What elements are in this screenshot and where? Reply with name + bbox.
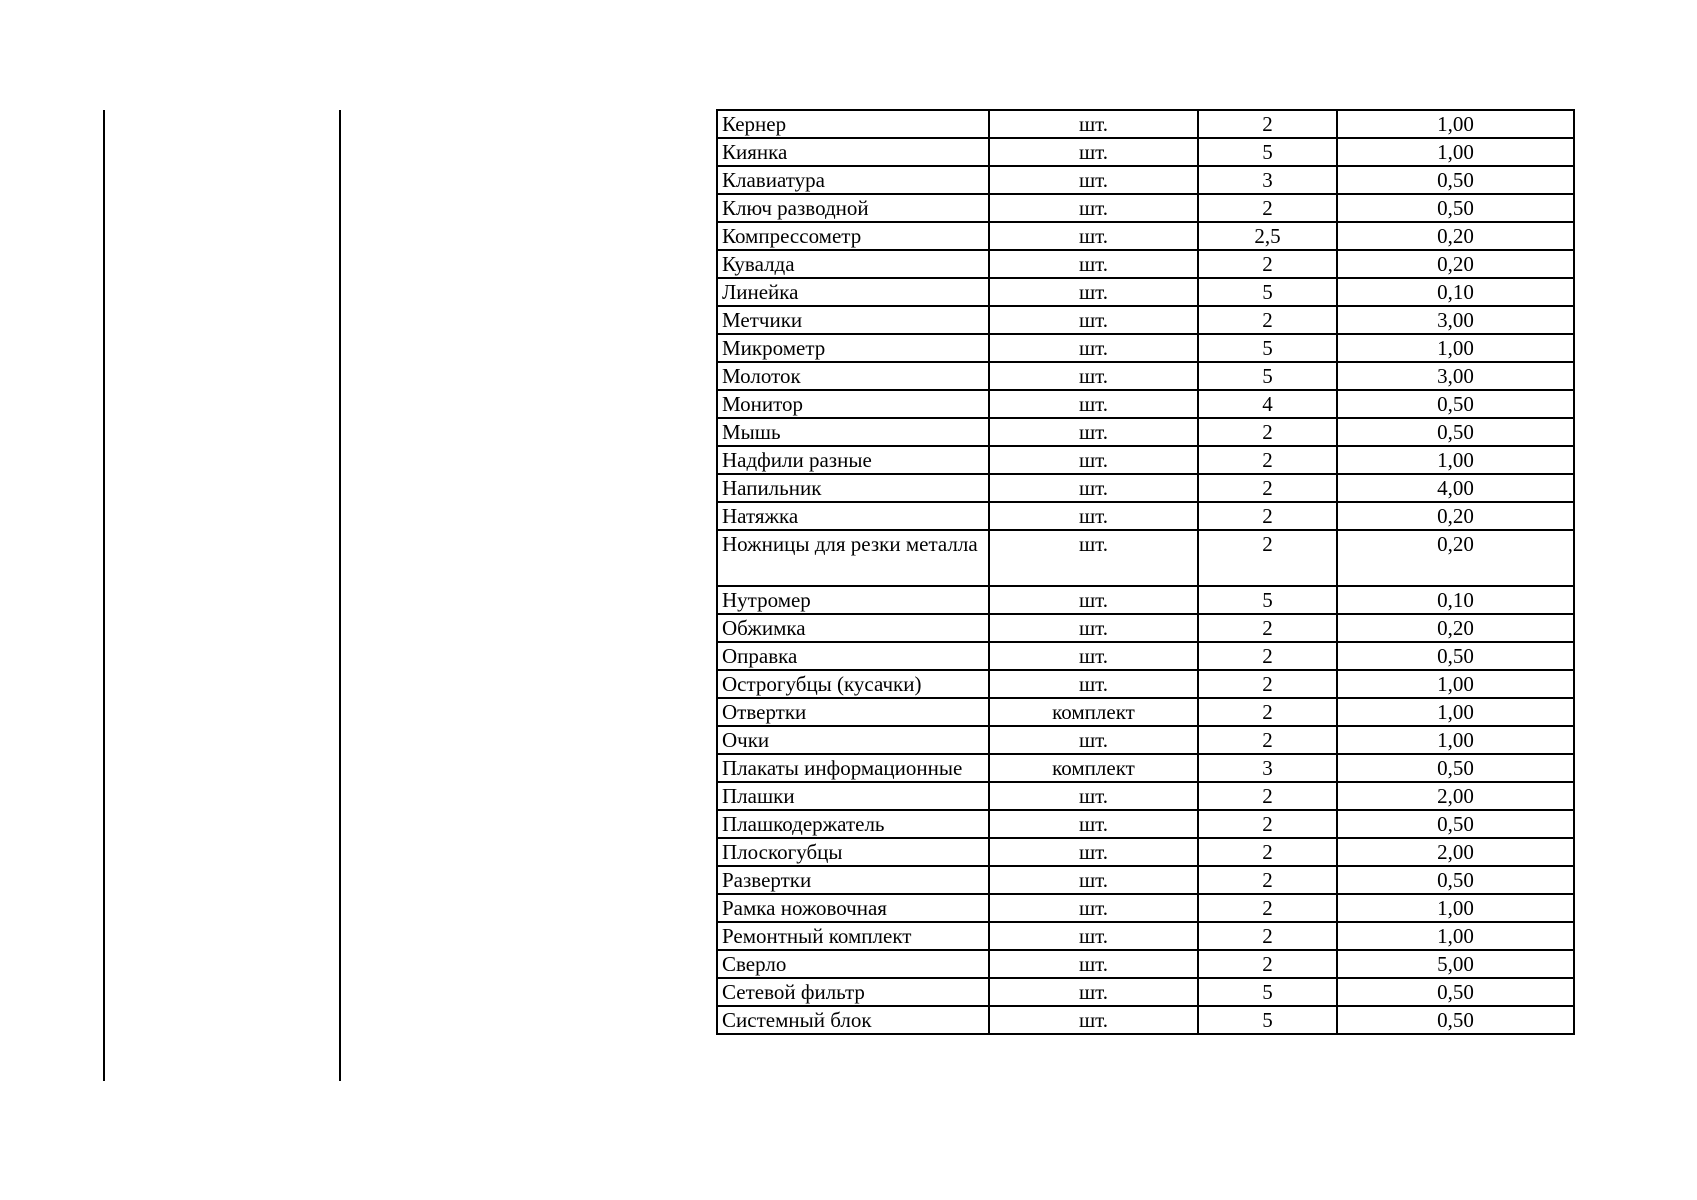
item-name-cell: Плоскогубцы xyxy=(717,838,989,866)
norm-cell: 1,00 xyxy=(1337,894,1574,922)
table-row xyxy=(717,418,1574,446)
norm-cell: 0,20 xyxy=(1337,614,1574,642)
unit-cell: шт. xyxy=(989,166,1198,194)
quantity-cell: 5 xyxy=(1198,586,1337,614)
norm-cell: 0,50 xyxy=(1337,1006,1574,1034)
item-name-cell: Сетевой фильтр xyxy=(717,978,989,1006)
unit-cell: шт. xyxy=(989,782,1198,810)
norm-cell: 1,00 xyxy=(1337,670,1574,698)
item-name-cell: Кернер xyxy=(717,110,989,138)
unit-cell: шт. xyxy=(989,838,1198,866)
item-name-cell: Монитор xyxy=(717,390,989,418)
table-row xyxy=(717,698,1574,726)
unit-cell: шт. xyxy=(989,138,1198,166)
quantity-cell: 2 xyxy=(1198,110,1337,138)
item-name-cell: Микрометр xyxy=(717,334,989,362)
table-row xyxy=(717,726,1574,754)
table-row xyxy=(717,950,1574,978)
table-row xyxy=(717,866,1574,894)
item-name-cell: Надфили разные xyxy=(717,446,989,474)
unit-cell: шт. xyxy=(989,306,1198,334)
norm-cell: 0,50 xyxy=(1337,166,1574,194)
unit-cell: шт. xyxy=(989,614,1198,642)
item-name-cell: Плакаты информационные xyxy=(717,754,989,782)
item-name-cell: Сверло xyxy=(717,950,989,978)
item-name-cell: Киянка xyxy=(717,138,989,166)
table-row xyxy=(717,782,1574,810)
quantity-cell: 2 xyxy=(1198,810,1337,838)
norm-cell: 1,00 xyxy=(1337,698,1574,726)
table-row xyxy=(717,278,1574,306)
item-name-cell: Системный блок xyxy=(717,1006,989,1034)
norm-cell: 1,00 xyxy=(1337,726,1574,754)
quantity-cell: 2 xyxy=(1198,502,1337,530)
table-row xyxy=(717,334,1574,362)
table-row xyxy=(717,110,1574,138)
unit-cell: шт. xyxy=(989,222,1198,250)
quantity-cell: 2 xyxy=(1198,642,1337,670)
table-row xyxy=(717,446,1574,474)
norm-cell: 1,00 xyxy=(1337,110,1574,138)
norm-cell: 0,20 xyxy=(1337,250,1574,278)
quantity-cell: 2 xyxy=(1198,446,1337,474)
quantity-cell: 4 xyxy=(1198,390,1337,418)
table-row xyxy=(717,222,1574,250)
quantity-cell: 2 xyxy=(1198,614,1337,642)
norm-cell: 0,10 xyxy=(1337,586,1574,614)
quantity-cell: 2 xyxy=(1198,782,1337,810)
norm-cell: 0,20 xyxy=(1337,222,1574,250)
quantity-cell: 2 xyxy=(1198,894,1337,922)
quantity-cell: 5 xyxy=(1198,138,1337,166)
quantity-cell: 2 xyxy=(1198,726,1337,754)
item-name-cell: Компрессометр xyxy=(717,222,989,250)
norm-cell: 1,00 xyxy=(1337,334,1574,362)
left-table-divider-line xyxy=(339,110,341,1081)
table-row xyxy=(717,166,1574,194)
quantity-cell: 5 xyxy=(1198,978,1337,1006)
item-name-cell: Рамка ножовочная xyxy=(717,894,989,922)
item-name-cell: Развертки xyxy=(717,866,989,894)
table-row xyxy=(717,922,1574,950)
item-name-cell: Кувалда xyxy=(717,250,989,278)
unit-cell: шт. xyxy=(989,726,1198,754)
norm-cell: 2,00 xyxy=(1337,782,1574,810)
equipment-table-body xyxy=(717,110,1574,1034)
table-row xyxy=(717,138,1574,166)
norm-cell: 0,10 xyxy=(1337,278,1574,306)
unit-cell: шт. xyxy=(989,922,1198,950)
unit-cell: шт. xyxy=(989,586,1198,614)
quantity-cell: 2,5 xyxy=(1198,222,1337,250)
item-name-cell: Плашкодержатель xyxy=(717,810,989,838)
unit-cell: комплект xyxy=(989,698,1198,726)
unit-cell: шт. xyxy=(989,1006,1198,1034)
item-name-cell: Нутромер xyxy=(717,586,989,614)
unit-cell: шт. xyxy=(989,894,1198,922)
quantity-cell: 5 xyxy=(1198,334,1337,362)
unit-cell: шт. xyxy=(989,418,1198,446)
unit-cell: шт. xyxy=(989,642,1198,670)
unit-cell: шт. xyxy=(989,670,1198,698)
quantity-cell: 2 xyxy=(1198,670,1337,698)
item-name-cell: Отвертки xyxy=(717,698,989,726)
unit-cell: шт. xyxy=(989,502,1198,530)
quantity-cell: 2 xyxy=(1198,950,1337,978)
norm-cell: 0,20 xyxy=(1337,502,1574,530)
quantity-cell: 2 xyxy=(1198,530,1337,586)
quantity-cell: 2 xyxy=(1198,838,1337,866)
quantity-cell: 5 xyxy=(1198,278,1337,306)
unit-cell: шт. xyxy=(989,390,1198,418)
quantity-cell: 2 xyxy=(1198,698,1337,726)
item-name-cell: Ножницы для резки металла xyxy=(717,530,989,586)
norm-cell: 3,00 xyxy=(1337,306,1574,334)
norm-cell: 1,00 xyxy=(1337,446,1574,474)
unit-cell: шт. xyxy=(989,110,1198,138)
quantity-cell: 2 xyxy=(1198,194,1337,222)
norm-cell: 0,50 xyxy=(1337,978,1574,1006)
table-row xyxy=(717,250,1574,278)
left-table-border-line xyxy=(103,110,105,1081)
norm-cell: 3,00 xyxy=(1337,362,1574,390)
quantity-cell: 5 xyxy=(1198,1006,1337,1034)
item-name-cell: Клавиатура xyxy=(717,166,989,194)
item-name-cell: Ключ разводной xyxy=(717,194,989,222)
unit-cell: шт. xyxy=(989,474,1198,502)
table-row xyxy=(717,474,1574,502)
table-row xyxy=(717,530,1574,586)
item-name-cell: Плашки xyxy=(717,782,989,810)
item-name-cell: Обжимка xyxy=(717,614,989,642)
norm-cell: 0,50 xyxy=(1337,642,1574,670)
unit-cell: шт. xyxy=(989,810,1198,838)
table-row xyxy=(717,894,1574,922)
table-row xyxy=(717,194,1574,222)
norm-cell: 4,00 xyxy=(1337,474,1574,502)
quantity-cell: 2 xyxy=(1198,306,1337,334)
norm-cell: 0,50 xyxy=(1337,810,1574,838)
item-name-cell: Метчики xyxy=(717,306,989,334)
item-name-cell: Ремонтный комплект xyxy=(717,922,989,950)
unit-cell: шт. xyxy=(989,194,1198,222)
item-name-cell: Линейка xyxy=(717,278,989,306)
unit-cell: комплект xyxy=(989,754,1198,782)
item-name-cell: Очки xyxy=(717,726,989,754)
quantity-cell: 2 xyxy=(1198,250,1337,278)
unit-cell: шт. xyxy=(989,978,1198,1006)
item-name-cell: Оправка xyxy=(717,642,989,670)
quantity-cell: 2 xyxy=(1198,474,1337,502)
item-name-cell: Натяжка xyxy=(717,502,989,530)
unit-cell: шт. xyxy=(989,250,1198,278)
unit-cell: шт. xyxy=(989,866,1198,894)
unit-cell: шт. xyxy=(989,446,1198,474)
norm-cell: 5,00 xyxy=(1337,950,1574,978)
table-row xyxy=(717,586,1574,614)
unit-cell: шт. xyxy=(989,950,1198,978)
table-row xyxy=(717,642,1574,670)
item-name-cell: Молоток xyxy=(717,362,989,390)
norm-cell: 2,00 xyxy=(1337,838,1574,866)
table-row xyxy=(717,362,1574,390)
table-row xyxy=(717,838,1574,866)
table-row xyxy=(717,670,1574,698)
norm-cell: 1,00 xyxy=(1337,138,1574,166)
norm-cell: 0,50 xyxy=(1337,754,1574,782)
item-name-cell: Мышь xyxy=(717,418,989,446)
norm-cell: 0,50 xyxy=(1337,418,1574,446)
table-row xyxy=(717,614,1574,642)
quantity-cell: 2 xyxy=(1198,418,1337,446)
quantity-cell: 2 xyxy=(1198,922,1337,950)
norm-cell: 0,50 xyxy=(1337,866,1574,894)
unit-cell: шт. xyxy=(989,530,1198,586)
norm-cell: 0,50 xyxy=(1337,194,1574,222)
unit-cell: шт. xyxy=(989,278,1198,306)
table-row xyxy=(717,754,1574,782)
table-row xyxy=(717,810,1574,838)
table-row xyxy=(717,978,1574,1006)
table-row xyxy=(717,306,1574,334)
quantity-cell: 3 xyxy=(1198,754,1337,782)
equipment-table xyxy=(716,109,1575,1035)
unit-cell: шт. xyxy=(989,362,1198,390)
table-row xyxy=(717,502,1574,530)
norm-cell: 0,50 xyxy=(1337,390,1574,418)
table-row xyxy=(717,390,1574,418)
norm-cell: 0,20 xyxy=(1337,530,1574,586)
unit-cell: шт. xyxy=(989,334,1198,362)
table-row xyxy=(717,1006,1574,1034)
quantity-cell: 2 xyxy=(1198,866,1337,894)
quantity-cell: 5 xyxy=(1198,362,1337,390)
quantity-cell: 3 xyxy=(1198,166,1337,194)
item-name-cell: Напильник xyxy=(717,474,989,502)
norm-cell: 1,00 xyxy=(1337,922,1574,950)
item-name-cell: Острогубцы (кусачки) xyxy=(717,670,989,698)
